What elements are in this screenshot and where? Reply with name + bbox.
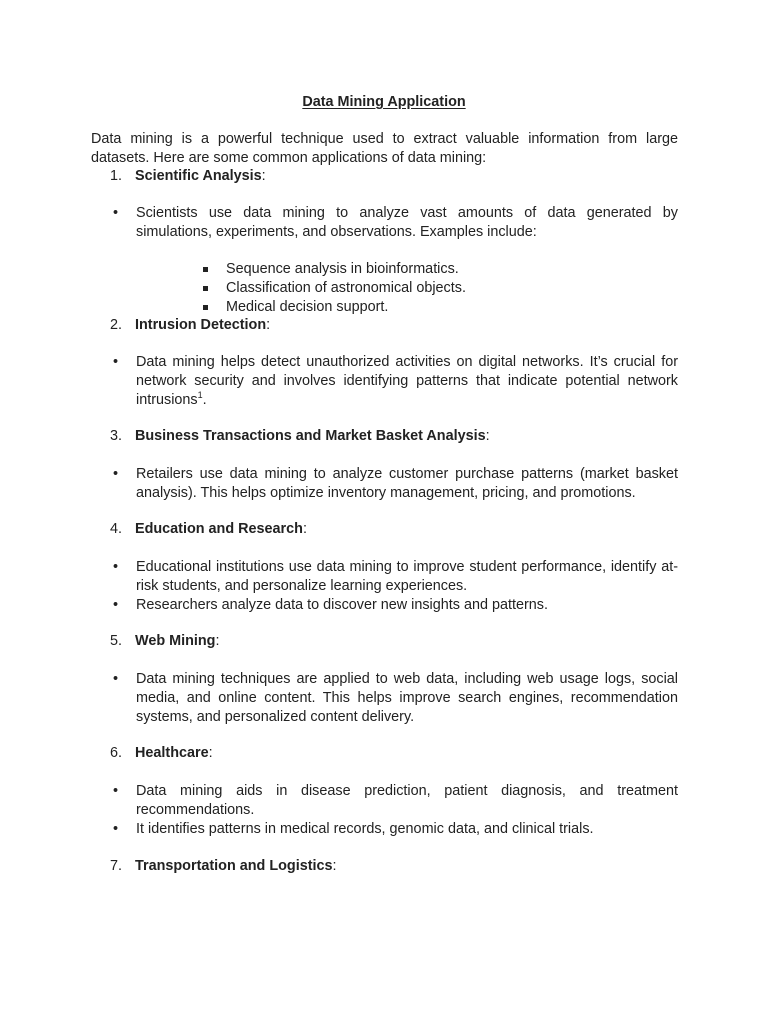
- bullet-text: Educational institutions use data mining to improve student performance, identify at-risk students, and personalize learning experiences.: [136, 559, 678, 594]
- subbullet-text: Medical decision support.: [226, 298, 389, 315]
- bullet-period: .: [202, 391, 207, 408]
- section-heading-4: [110, 520, 678, 539]
- bullet-text: Data mining techniques are applied to web data, including web usage logs, social media, and online content. This helps improve search engines, recommendation systems, and personalized content delivery.: [136, 671, 678, 725]
- document-title: Data Mining Application: [302, 94, 466, 110]
- bullet-text: Data mining helps detect unauthorized activities on digital networks. It’s crucial for network security and involves identifying patterns that indicate potential network intrusions: [136, 354, 678, 408]
- bullet-dot-icon: •: [113, 354, 119, 370]
- section-heading-3: [110, 427, 678, 446]
- bullet-dot-icon: •: [113, 671, 119, 687]
- bullet-dot-icon: •: [113, 205, 119, 221]
- section-colon: :: [332, 858, 337, 874]
- section-number: 5.: [110, 633, 123, 649]
- bullet-item: [113, 596, 678, 615]
- subbullet-item: [203, 260, 678, 279]
- bullet-list-1: [113, 204, 678, 242]
- footnote-mark: 1: [197, 389, 203, 400]
- bullet-item: [113, 670, 678, 726]
- section-colon: :: [215, 633, 220, 649]
- subbullet-text: Sequence analysis in bioinformatics.: [226, 261, 459, 277]
- subbullet-text: Classification of astronomical objects.: [226, 279, 466, 296]
- bullet-item: [113, 820, 678, 839]
- bullet-list-4: [113, 558, 678, 614]
- bullet-text: Retailers use data mining to analyze customer purchase patterns (market basket analysis). This helps optimize inventory management, pricing, and promotions.: [136, 466, 678, 501]
- section-label: Transportation and Logistics: [135, 858, 333, 874]
- section-number: 4.: [110, 521, 123, 537]
- bullet-dot-icon: •: [113, 820, 119, 837]
- bullet-text: It identifies patterns in medical records, genomic data, and clinical trials.: [136, 820, 594, 837]
- section-label: Web Mining: [135, 633, 216, 649]
- section-heading-7: [110, 857, 678, 876]
- square-bullet-icon: [203, 286, 208, 291]
- bullet-list-5: [113, 670, 678, 726]
- bullet-list-6: [113, 782, 678, 838]
- bullet-dot-icon: •: [113, 559, 119, 575]
- intro-paragraph: Data mining is a powerful technique used to extract valuable information from large datasets. Here are some common applications of data mining:: [91, 131, 678, 166]
- bullet-item: [113, 782, 678, 820]
- square-bullet-icon: [203, 305, 208, 310]
- subbullet-item: [203, 298, 678, 317]
- bullet-list-2: [113, 353, 678, 409]
- section-label: Scientific Analysis: [135, 168, 262, 184]
- section-label: Healthcare: [135, 745, 209, 761]
- section-heading-6: [110, 744, 678, 763]
- subbullet-list-1: [203, 260, 678, 316]
- section-colon: :: [208, 745, 213, 761]
- section-number: 1.: [110, 168, 123, 184]
- bullet-dot-icon: •: [113, 783, 119, 799]
- bullet-item: [113, 558, 678, 596]
- section-colon: :: [266, 317, 271, 333]
- bullet-text: Scientists use data mining to analyze vast amounts of data generated by simulations, experiments, and observations. Examples include:: [136, 205, 678, 240]
- section-number: 3.: [110, 428, 123, 444]
- section-colon: :: [302, 521, 307, 537]
- section-number: 7.: [110, 858, 123, 874]
- section-colon: :: [485, 428, 490, 444]
- bullet-dot-icon: •: [113, 466, 119, 482]
- section-number: 6.: [110, 745, 123, 761]
- section-heading-5: [110, 632, 678, 651]
- section-label: Intrusion Detection: [135, 317, 267, 333]
- bullet-list-3: [113, 465, 678, 503]
- bullet-text: Researchers analyze data to discover new insights and patterns.: [136, 596, 548, 613]
- subbullet-item: [203, 279, 678, 298]
- square-bullet-icon: [203, 267, 208, 272]
- bullet-item: [113, 204, 678, 242]
- section-colon: :: [261, 168, 266, 184]
- section-label: Business Transactions and Market Basket Analysis: [135, 428, 486, 444]
- section-heading-1: [110, 167, 678, 186]
- section-label: Education and Research: [135, 521, 303, 537]
- bullet-text: Data mining aids in disease prediction, patient diagnosis, and treatment recommendations.: [136, 783, 678, 818]
- bullet-item: [113, 353, 678, 409]
- bullet-dot-icon: •: [113, 596, 119, 613]
- section-heading-2: [110, 316, 678, 335]
- bullet-item: [113, 465, 678, 503]
- section-number: 2.: [110, 317, 123, 333]
